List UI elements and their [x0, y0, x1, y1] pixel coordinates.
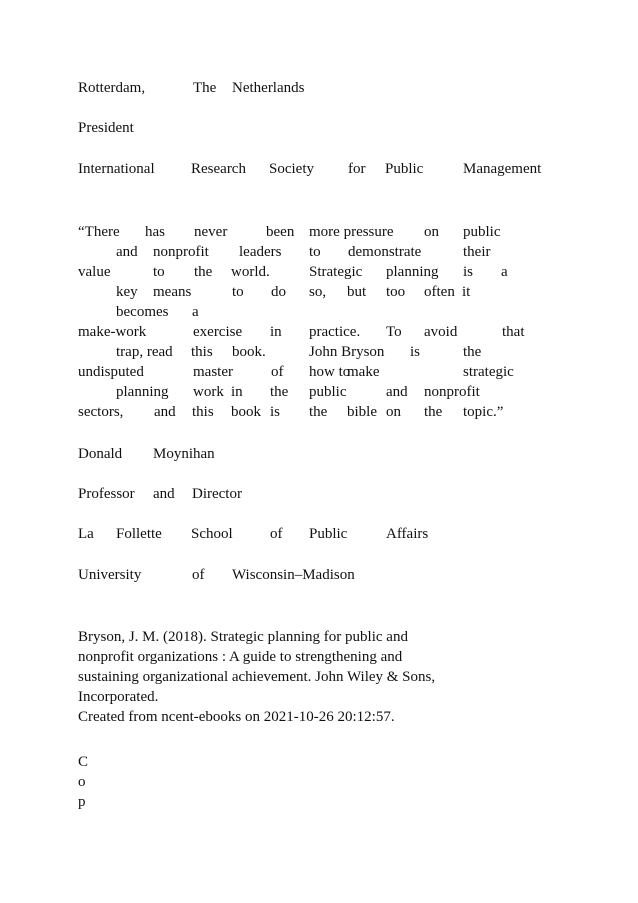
word: Affairs [386, 526, 429, 542]
quote-line [0, 302, 638, 322]
word: the [309, 404, 328, 420]
citation-text: Bryson, J. M. (2018). Strategic planning for public and nonprofit organizations : A guide to strengthening and sustaining organizational achievement. John Wiley & Sons, Incorporated. Created from ncent-ebooks on 2021-10-26 20:12:57. [78, 629, 436, 725]
word: but [347, 284, 367, 300]
word: practice. [309, 324, 361, 340]
word: book [231, 404, 261, 420]
title-line [0, 118, 638, 138]
word: planning [386, 264, 439, 280]
word: of [192, 567, 205, 583]
word: public [463, 224, 501, 240]
word: the [270, 384, 289, 400]
word: bible [347, 404, 377, 420]
word: the [463, 344, 482, 360]
word: and [116, 244, 138, 260]
word: and [154, 404, 176, 420]
word: and [153, 486, 175, 502]
word: that [502, 324, 525, 340]
word: exercise [193, 324, 243, 340]
quote-line [0, 362, 638, 382]
word: avoid [424, 324, 458, 340]
organization-line [0, 159, 638, 179]
quote-line [0, 282, 638, 302]
vertical-letter: o [78, 774, 86, 790]
quote-line [0, 342, 638, 362]
word: key [116, 284, 138, 300]
word: in [270, 324, 282, 340]
word: is [410, 344, 421, 360]
word: demonstrate [348, 244, 422, 260]
word: on [424, 224, 439, 240]
word: Director [192, 486, 242, 502]
word: becomes [116, 304, 169, 320]
word: Management [463, 161, 542, 177]
quote-line [0, 382, 638, 402]
word: to [153, 264, 165, 280]
word: President [78, 120, 134, 136]
word: too [386, 284, 406, 300]
word: public [309, 384, 347, 400]
quote-line [0, 242, 638, 262]
word: undisputed [78, 364, 144, 380]
quote-line [0, 262, 638, 282]
word: do [271, 284, 286, 300]
word: Public [309, 526, 348, 542]
word: a [192, 304, 199, 320]
word: John Bryson [309, 344, 385, 360]
word: “There [78, 224, 120, 240]
word: nonprofit [424, 384, 480, 400]
word: more pressure [309, 224, 394, 240]
quote-line [0, 322, 638, 342]
author-title [0, 484, 638, 504]
word: and [386, 384, 408, 400]
word: work [193, 384, 224, 400]
word: of [270, 526, 283, 542]
word: Society [269, 161, 314, 177]
word: Follette [116, 526, 162, 542]
location-line [0, 78, 638, 98]
word: topic.” [463, 404, 504, 420]
word: the [194, 264, 213, 280]
word: value [78, 264, 111, 280]
word: School [191, 526, 233, 542]
word: master [193, 364, 233, 380]
word: Moynihan [153, 446, 215, 462]
word: Strategic [309, 264, 363, 280]
word: Rotterdam, [78, 80, 146, 96]
word: been [266, 224, 295, 240]
word: make [347, 364, 380, 380]
word: Donald [78, 446, 123, 462]
word: on [386, 404, 401, 420]
word: book. [232, 344, 266, 360]
word: La [78, 526, 94, 542]
word: sectors, [78, 404, 124, 420]
word: International [78, 161, 155, 177]
word: strategic [463, 364, 514, 380]
word: Netherlands [232, 80, 305, 96]
word: a [501, 264, 508, 280]
word: Research [191, 161, 246, 177]
word: Wisconsin–Madison [232, 567, 355, 583]
word: so, [309, 284, 327, 300]
word: is [270, 404, 281, 420]
word: is [463, 264, 474, 280]
word: this [191, 344, 213, 360]
word: the [424, 404, 443, 420]
quote-line [0, 402, 638, 422]
word: trap, read [116, 344, 173, 360]
quote-line [0, 222, 638, 242]
word: world. [231, 264, 270, 280]
word: this [192, 404, 214, 420]
school-line [0, 524, 638, 544]
word: nonprofit [153, 244, 209, 260]
word: of [271, 364, 284, 380]
author-name [0, 444, 638, 464]
word: for [348, 161, 366, 177]
vertical-letter: p [78, 794, 86, 810]
word: it [462, 284, 471, 300]
word: means [153, 284, 192, 300]
word: The [193, 80, 217, 96]
vertical-letter: C [78, 754, 89, 770]
word: make-work [78, 324, 147, 340]
word: leaders [239, 244, 282, 260]
word: to [309, 244, 321, 260]
word: planning [116, 384, 169, 400]
word: never [194, 224, 228, 240]
word: Public [385, 161, 424, 177]
word: often [424, 284, 455, 300]
word: in [231, 384, 243, 400]
word: To [386, 324, 402, 340]
word: has [145, 224, 165, 240]
word: Professor [78, 486, 135, 502]
university-line [0, 565, 638, 585]
word: University [78, 567, 142, 583]
word: to [232, 284, 244, 300]
word: how to [309, 364, 351, 380]
word: their [463, 244, 491, 260]
